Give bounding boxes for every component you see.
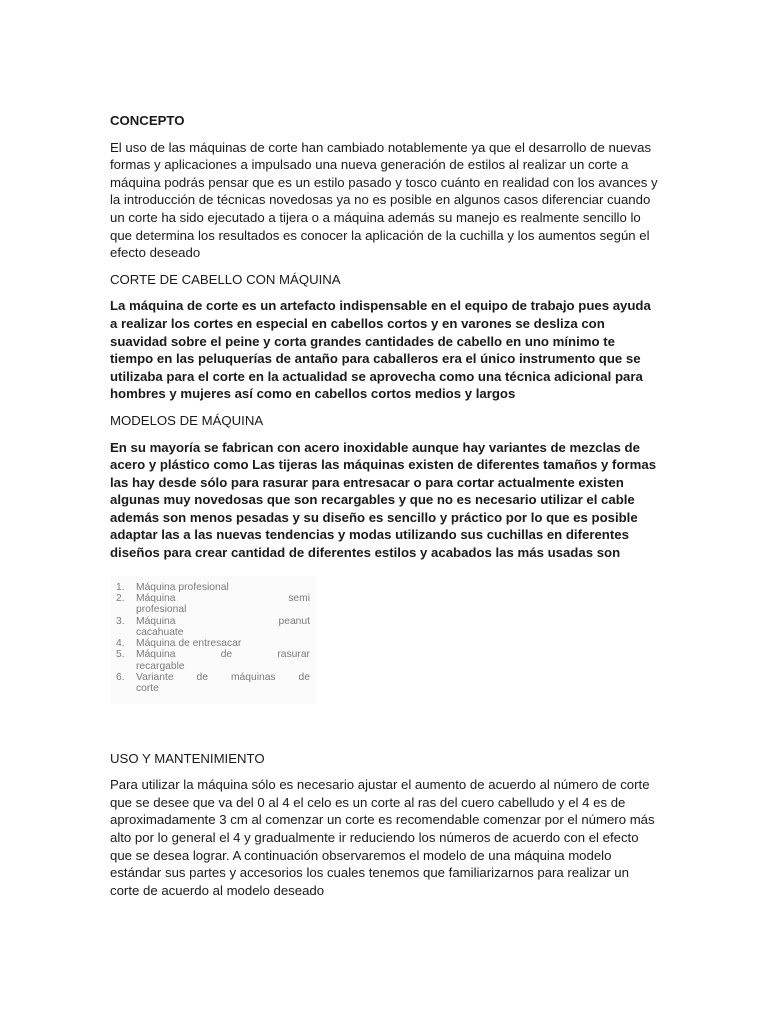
list-text: Máquina [136,649,176,661]
list-text: semi [288,592,310,604]
list-item [116,616,310,639]
list-number: 5. [116,649,125,661]
concepto-heading: CONCEPTO [110,113,185,128]
list-text: recargable [136,660,185,672]
list-item [116,582,310,593]
uso-paragraph: Para utilizar la máquina sólo es necesario ajustar el aumento de acuerdo al número de corte que se desee que va del 0 al 4 el celo es un corte al ras del cuero cabelludo y el 4 es de aproximadamente 3 cm al comenzar un corte es recomendable comenzar por el número más alto por lo general el 4 y gradualmente ir reduciendo los números de acuerdo con el efecto que se desea lograr. A continuación observaremos el modelo de una máquina modelo estándar sus partes y accesorios los cuales tenemos que familiarizarnos para realizar un corte de acuerdo al modelo deseado [110,777,655,898]
list-text: Máquina [136,615,176,627]
list-text: cacahuate [136,626,184,638]
list-number: 4. [116,638,125,650]
list-text: de [298,672,310,684]
list-text: Máquina de entresacar [136,638,242,650]
list-number: 2. [116,592,125,604]
list-text: rasurar [277,649,310,661]
modelos-heading: MODELOS DE MÁQUINA [110,412,264,428]
document-page [110,112,660,899]
modelos-paragraph: En su mayoría se fabrican con acero inoxidable aunque hay variantes de mezclas de acero y plástico como Las tijeras las máquinas existen de diferentes tamaños y formas las hay desde sólo para rasurar para entresacar o para cortar actualmente existen algunas muy novedosas que son recargables y que no es necesario utilizar el cable además son menos pesadas y su diseño es sencillo y práctico por lo que es posible adaptar las a las nuevas tendencias y modas utilizando sus cuchillas en diferentes diseños para crear cantidad de diferentes estilos y acabados las más usadas son [110,439,657,561]
list-text: peanut [278,615,310,627]
list-text: máquinas [230,672,276,684]
list-text: Variante [136,672,174,684]
uso-heading: USO Y MANTENIMIENTO [110,750,265,766]
machine-types-list [116,582,316,695]
list-text: Máquina [136,592,176,604]
list-number: 6. [116,672,125,684]
list-number: 1. [116,581,125,593]
list-item [116,649,310,672]
list-item [116,593,310,616]
list-text: Máquina profesional [136,581,229,593]
list-number: 3. [116,615,125,627]
corte-paragraph: La máquina de corte es un artefacto indispensable en el equipo de trabajo pues ayuda a realizar los cortes en especial en cabellos cortos y en varones se desliza con suavidad sobre el peine y corta grandes cantidades de cabello en uno mínimo te tiempo en las peluquerías de antaño para caballeros era el único instrumento que se utilizaba para el corte en la actualidad se aprovecha como una técnica adicional para hombres y mujeres así como en cabellos cortos medios y largos [110,298,651,402]
concepto-paragraph: El uso de las máquinas de corte han cambiado notablemente ya que el desarrollo de nuevas formas y aplicaciones a impulsado una nueva generación de estilos al realizar un corte a máquina podrás pensar que es un estilo pasado y tosco cuánto en realidad con los avances y la introducción de técnicas novedosas ya no es posible en algunos casos diferenciar cuando un corte ha sido ejecutado a tijera o a máquina además su manejo es realmente sencillo lo que determina los resultados es conocer la aplicación de la cuchilla y los aumentos según el efecto deseado [110,139,658,261]
list-text: corte [136,683,159,695]
list-text: profesional [136,604,187,616]
list-item [116,638,310,649]
list-text: de [196,672,208,684]
corte-heading: CORTE DE CABELLO CON MÁQUINA [110,271,341,287]
list-text: de [220,649,233,661]
list-item [116,672,310,695]
machine-types-list-image [110,576,316,704]
